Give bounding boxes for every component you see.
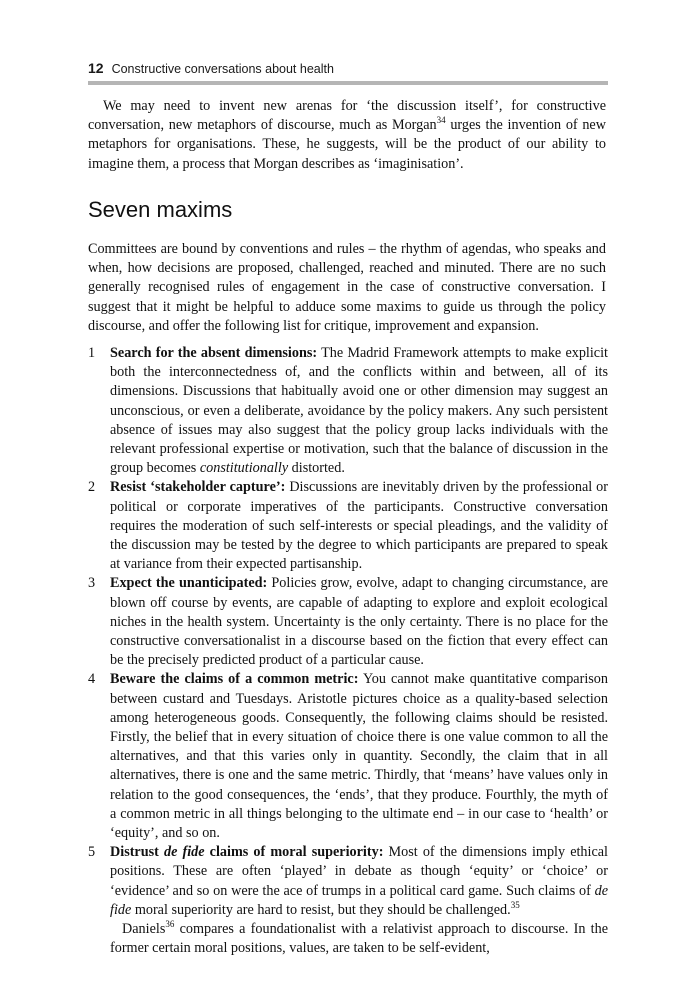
maxim-item-5	[88, 843, 608, 958]
maxim-title: Beware the claims of a common metric:	[110, 671, 359, 688]
maxim-text: Most of the dimensions imply ethical positions. These are often ‘played’ in debate as though ‘equity’ or ‘choice’ or ‘evidence’ and so on were the ace of trumps in a political card game. Such claims of	[110, 844, 608, 899]
footnote-ref-36: 36	[165, 919, 175, 930]
maxims-list	[88, 344, 608, 959]
maxim-text: Discussions are inevitably driven by the professional or political or corporate imperatives of the participants. Constructive conversation requires the moderation of such self-interests or special pleadings, and the validity of the discussion may be tested by the degree to which participants are prepared to speak at variance from their expected partisanship.	[110, 479, 609, 573]
maxim-title-emphasis: de fide	[163, 844, 205, 861]
maxim-continuation-paragraph	[110, 920, 608, 958]
section-heading: Seven maxims	[88, 197, 233, 222]
maxim-text-end: distorted.	[288, 460, 345, 477]
running-head	[88, 58, 608, 79]
maxim-number: 1	[88, 345, 96, 361]
maxim-title	[110, 844, 383, 860]
intro-text-2: urges the invention of new metaphors for organisations. These, he suggests, will be the product of our ability to imagine them, a process that Morgan describes as ‘imaginisation’.	[88, 117, 606, 172]
maxim-text: The Madrid Framework attempts to make explicit both the interconnectedness of, and the conflicts within and between, all of its dimensions. Discussions that habitually avoid one or other dimension may suggest an unconscious, or even a deliberate, avoidance by the policy makers. Any such persistent absence of issues may also suggest that the policy group lacks individuals with the relevant professional expertise or motivation, such that the balance of discussion in the group becomes	[110, 345, 608, 477]
running-head-title: Constructive conversations about health	[111, 62, 334, 76]
footnote-ref-34: 34	[436, 115, 446, 126]
maxim-item-4	[88, 670, 608, 843]
section-paragraph: Committees are bound by conventions and rules – the rhythm of agendas, who speaks and when, how decisions are proposed, challenged, reached and minuted. There are no such generally recognised rules of engagement in the case of constructive conversation. I suggest that it might be helpful to adduce some maxims to guide us through the policy discourse, and offer the following list for critique, improvement and expansion.	[88, 241, 606, 334]
maxim-title: Resist ‘stakeholder capture’:	[110, 479, 286, 496]
maxim-item-2	[88, 478, 608, 574]
maxim-title: Search for the absent dimensions:	[110, 345, 318, 361]
maxim-item-3	[88, 574, 608, 670]
intro-paragraph	[88, 97, 606, 174]
maxim-number: 4	[88, 671, 96, 688]
maxim-number: 5	[88, 844, 96, 861]
maxim-text: You cannot make quantitative comparison between custard and Tuesdays. Aristotle pictures choice as a quality-based selection among heterogeneous goods. Consequently, the following claims should be resisted. Firstly, the belief that in every situation of choice there is one value common to all the alternatives, and that this varies only in quantity. Secondly, the claim that in all alternatives, there is one and the same metric. Thirdly, that ‘means’ have values only in relation to the good consequences, the ‘ends’, that they produce. Fourthly, the myth of a common metric in all things belonging to the ultimate end – in our case to ‘health’ or ‘equity’, and so on.	[110, 671, 608, 842]
maxim-emphasis: de fide	[110, 882, 608, 918]
header-rule	[88, 81, 608, 85]
maxim-item-1	[88, 344, 608, 478]
maxim-title: Expect the unanticipated:	[110, 575, 268, 592]
continuation-text-1: Daniels	[122, 921, 166, 938]
maxim-text-end: moral superiority are hard to resist, but they should be challenged.	[131, 901, 511, 918]
maxim-number: 2	[88, 479, 96, 496]
maxim-number: 3	[88, 575, 96, 592]
maxim-title-start: Distrust	[110, 844, 164, 861]
maxim-text: Policies grow, evolve, adapt to changing circumstance, are blown off course by events, are capable of adapting to explore and exploit ecological niches in the health system. Uncertainty is the only certainty. There is no place for the constructive conversationalist in a discourse based on the fiction that every effect can be the precisely predicted product of a particular cause.	[110, 575, 608, 669]
maxim-emphasis: constitutionally	[199, 460, 289, 477]
maxim-title-end: claims of moral superiority:	[204, 844, 384, 861]
footnote-ref-35: 35	[510, 899, 520, 910]
intro-text-1: We may need to invent new arenas for ‘the discussion itself’, for constructive conversation, new metaphors of discourse, much as Morgan	[88, 98, 606, 134]
continuation-text-2: compares a foundationalist with a relativist approach to discourse. In the former certain moral positions, values, are taken to be self-evident,	[110, 921, 608, 957]
page-number: 12	[88, 60, 104, 76]
